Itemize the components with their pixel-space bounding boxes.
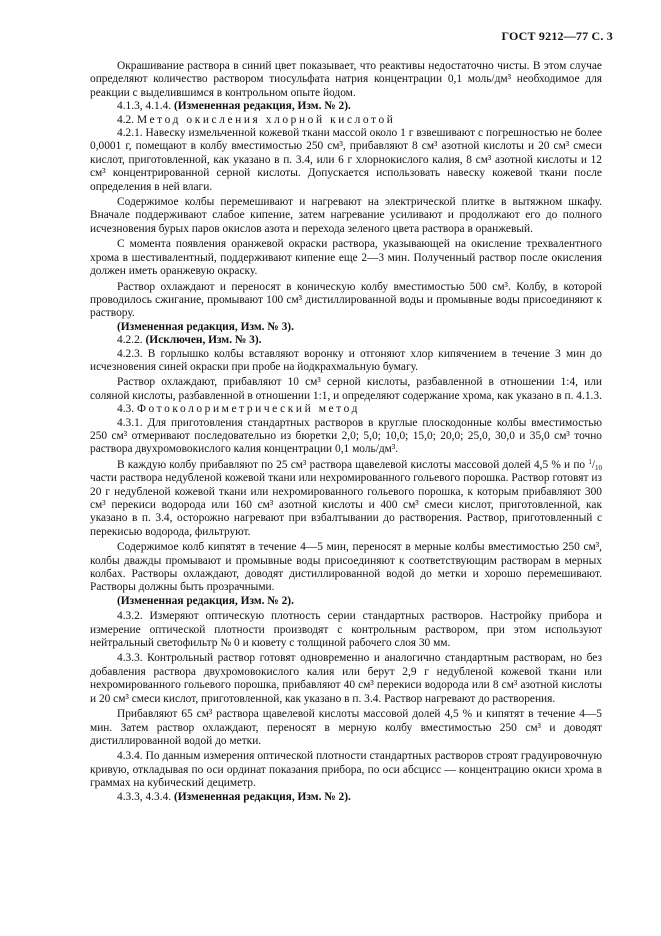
amendment-note [90, 791, 602, 804]
paragraph: 4.2.3. В горлышко колбы вставляют воронку и отгоняют хлор кипячением в течение 3 мин до исчезновения синей окраски при пробе на йодкрахмальную бумагу. [90, 347, 602, 373]
amendment-text: (Измененная редакция, Изм. № 3). [117, 320, 294, 333]
amendment-note [90, 334, 602, 347]
amendment-text: (Измененная редакция, Изм. № 2). [173, 790, 351, 803]
fraction-denominator: 10 [595, 463, 602, 472]
section-title: Фотоколориметрический метод [136, 403, 360, 416]
amendment-note [90, 100, 602, 113]
section-number: 4.3. [117, 403, 137, 416]
section-number: 4.2. [117, 113, 137, 126]
paragraph: Окрашивание раствора в синий цвет показывает, что реактивы недостаточно чисты. В этом случае определяют количество раствором тиосульфата натрия концентрации 0,1 моль/дм³ необходимое для реакции с выделившимся в контрольном опыте йодом. [90, 60, 602, 99]
clause-number: 4.1.3, 4.1.4. [117, 100, 174, 113]
paragraph: 4.3.2. Измеряют оптическую плотность серии стандартных растворов. Настройку прибора и измерение оптической плотности производят с контрольным раствором, при этом используют нейтральный светофильтр № 0 и кювету с толщиной рабочего слоя 30 мм. [90, 610, 602, 650]
amendment-note [90, 321, 602, 334]
section-heading [90, 403, 602, 416]
page-header: ГОСТ 9212—77 С. 3 [501, 29, 613, 43]
paragraph: Содержимое колб кипятят в течение 4—5 мин, переносят в мерные колбы вместимостью 250 см³, колбы дважды промывают и промывные воды присоединяют к соответствующим растворам в мерных колбах. Растворы охлаждают, доводят дистиллированной водой до метки и хорошо перемешивают. Растворы должны быть прозрачными. [90, 541, 602, 594]
paragraph: Раствор охлаждают, прибавляют 10 см³ серной кислоты, разбавленной в отношении 1:4, или соляной кислоты, разбавленной в отношении 1:1, и определяют содержание хрома, как указано в п. 4.1.3. [90, 376, 602, 402]
amendment-note [90, 595, 602, 608]
paragraph: Содержимое колбы перемешивают и нагревают на электрической плитке в вытяжном шкафу. Вначале поддерживают слабое кипение, затем нагревание усиливают и продолжают его до полного исчезновения бурых паров окислов азота и перехода зеленого цвета раствора в оранжевый. [90, 196, 602, 235]
section-title: Метод окисления хлорной кислотой [136, 113, 396, 126]
text-run: части раствора недубленой кожевой ткани или нехромированного гольевого порошка. Раствор готовят из 20 г недубленой кожевой ткани или нехромированного гольевого порошка, к которым прибавляют 300 см³ перекиси водорода или 160 см³ азотной кислоты и 400 см³ смеси кислот, приготовленной, как указано в п. 3.4, осторожно нагревают при взбалтывании до растворения. Раствор, приготовленный с перекисью водорода, фильтруют. [90, 472, 602, 538]
paragraph: 4.3.4. По данным измерения оптической плотности стандартных растворов строят градуировочную кривую, откладывая по оси ординат показания прибора, по оси абсцисс — концентрацию окиси хрома в граммах на кубический дециметр. [90, 750, 602, 790]
amendment-text: (Измененная редакция, Изм. № 2). [173, 100, 351, 113]
paragraph: 4.2.1. Навеску измельченной кожевой ткани массой около 1 г взвешивают с погрешностью не более 0,0001 г, помещают в колбу вместимостью 250 см³, прибавляют 8 см³ азотной кислоты и 20 см³ смеси кислот, приготовленной, как указано в п. 3.4, или 6 г хлорнокислого калия, 8 см³ азотной кислоты и 12 см³ концентрированной серной кислоты. Допускается использовать навеску кожевой ткани после определения в ней влаги. [90, 127, 602, 193]
paragraph: С момента появления оранжевой окраски раствора, указывающей на окисление трехвалентного хрома в шестивалентный, поддерживают кипение еще 2—3 мин. Полученный раствор после окисления должен иметь оранжевую окраску. [90, 238, 602, 278]
paragraph: Раствор охлаждают и переносят в коническую колбу вместимостью 500 см³. Колбу, в которой проводилось сжигание, промывают 100 см³ дистиллированной воды и промывные воды присоединяют к раствору. [90, 280, 602, 320]
amendment-text: (Исключен, Изм. № 3). [145, 334, 262, 347]
clause-number: 4.2.2. [117, 334, 146, 347]
clause-number: 4.3.3, 4.3.4. [117, 790, 174, 803]
paragraph: В каждую колбу прибавляют по 25 см³ раствора щавелевой кислоты массовой долей 4,5 % и по $^1/_{10}$ части раствора недубленой кожевой ткани или нехромированного гольевого порошка. Раствор готовят из 20 г недубленой кожевой ткани или нехромированного гольевого порошка, к которым прибавляют 300 см³ перекиси водорода или 160 см³ азотной кислоты и 400 см³ смеси кислот, приготовленной, как указано в п. 3.4, осторожно нагревают при взбалтывании до растворения. Раствор, приготовленный с перекисью водорода, фильтруют. [90, 457, 602, 538]
section-heading [90, 114, 602, 127]
amendment-text: (Измененная редакция, Изм. № 2). [117, 594, 294, 607]
fraction-numerator: 1 [588, 457, 592, 466]
text-run: В каждую колбу прибавляют по 25 см³ раствора щавелевой кислоты массовой долей 4,5 % и по [117, 458, 589, 471]
paragraph: 4.3.3. Контрольный раствор готовят одновременно и аналогично стандартным растворам, но без добавления раствора двухромовокислого калия или берут 2,9 г недубленой кожевой ткани или нехромированного гольевого порошка, прибавляют 40 см³ перекиси водорода или 8 см³ азотной кислоты и 20 см³ смеси кислот, приготовленной, как указано в п. 3.4. Раствор нагревают до растворения. [90, 652, 602, 705]
paragraph: 4.3.1. Для приготовления стандартных растворов в круглые плоскодонные колбы вместимостью 250 см³ отмеривают последовательно из бюретки 2,0; 5,0; 10,0; 15,0; 20,0; 25,0, 30,0 и 35,0 см³ точно раствора двухромовокислого калия концентрации 0,1 моль/дм³. [90, 416, 602, 456]
paragraph: Прибавляют 65 см³ раствора щавелевой кислоты массовой долей 4,5 % и кипятят в течение 4—5 мин. Затем раствор охлаждают, переносят в мерную колбу вместимостью 250 см³ и доводят дистиллированной водой до метки. [90, 708, 602, 747]
document-body [90, 60, 602, 804]
